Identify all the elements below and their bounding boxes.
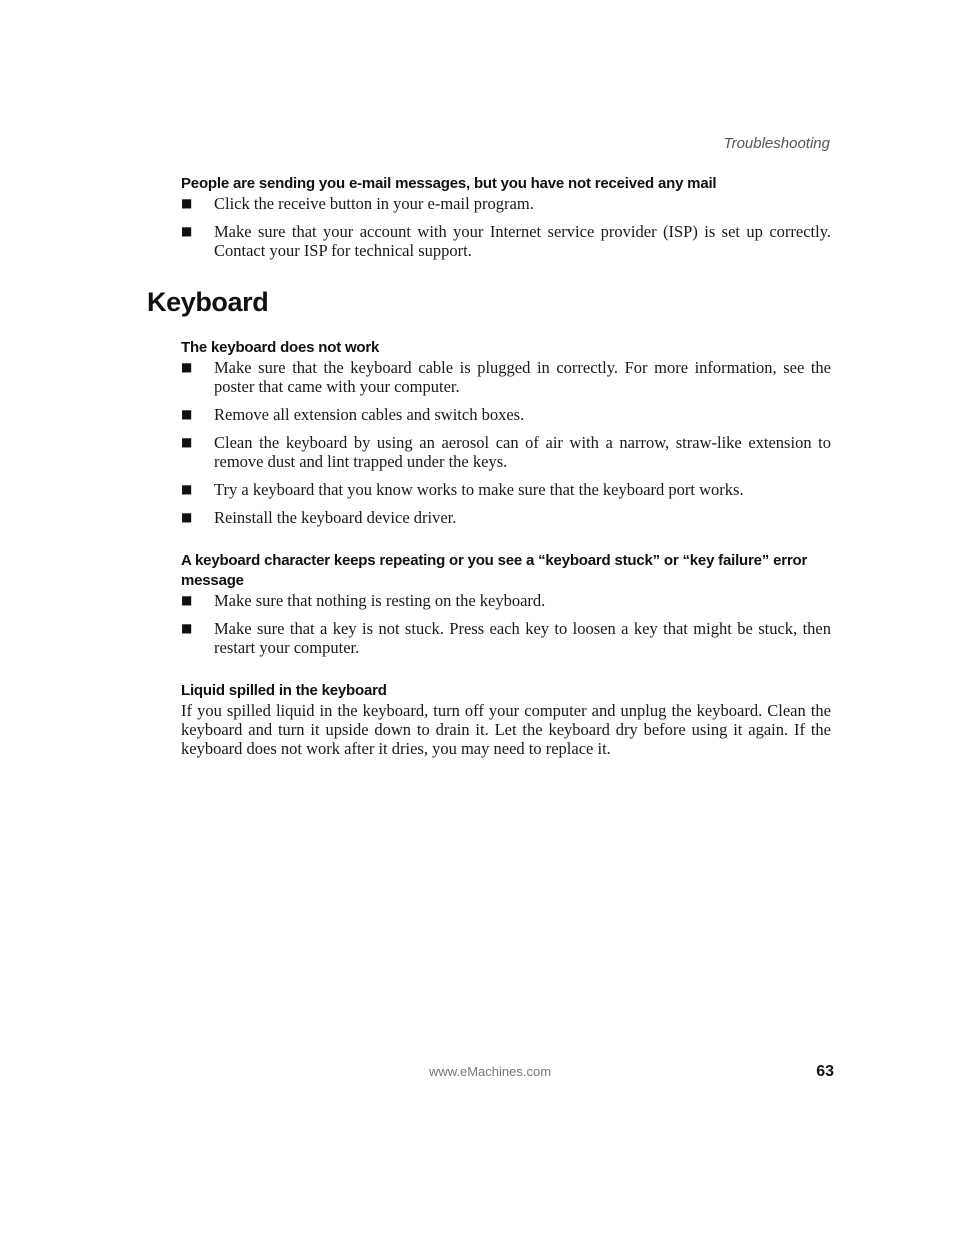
square-bullet-icon: ■ [181,510,193,524]
list-item [181,433,831,471]
keyboard-not-work-bullet-list [181,358,831,527]
list-item-text: Reinstall the keyboard device driver. [214,508,457,527]
square-bullet-icon: ■ [181,621,193,635]
running-head: Troubleshooting [723,135,830,152]
square-bullet-icon: ■ [181,360,193,374]
list-item-text: Make sure that the keyboard cable is plugged in correctly. For more information, see the poster that came with your computer. [214,358,831,396]
list-item [181,480,831,499]
keyboard-repeating-subhead: A keyboard character keeps repeating or you see a “keyboard stuck” or “key failure” error message [181,552,808,589]
keyboard-not-work-subhead: The keyboard does not work [181,339,380,356]
list-item [181,508,831,527]
footer-url: www.eMachines.com [428,1064,552,1079]
keyboard-repeating-bullet-list [181,591,831,657]
square-bullet-icon: ■ [181,593,193,607]
list-item [181,358,831,396]
keyboard-liquid-subhead: Liquid spilled in the keyboard [181,682,387,699]
keyboard-liquid-paragraph: If you spilled liquid in the keyboard, turn off your computer and unplug the keyboard. Clean the keyboard and turn it upside down to drain it. Let the keyboard dry before using it again. If the keyboard does not work after it dries, you may need to replace it. [181,701,831,758]
section-heading-keyboard: Keyboard [147,287,269,317]
list-item-text: Make sure that your account with your Internet service provider (ISP) is set up correctly. Contact your ISP for technical support. [214,222,831,260]
list-item [181,591,831,610]
page-number: 63 [816,1063,834,1080]
list-item [181,619,831,657]
list-item-text: Click the receive button in your e-mail program. [214,194,534,213]
list-item-text: Try a keyboard that you know works to make sure that the keyboard port works. [214,480,744,499]
list-item-text: Make sure that a key is not stuck. Press each key to loosen a key that might be stuck, then restart your computer. [214,619,831,657]
square-bullet-icon: ■ [181,196,193,210]
square-bullet-icon: ■ [181,407,193,421]
list-item-text: Clean the keyboard by using an aerosol can of air with a narrow, straw-like extension to remove dust and lint trapped under the keys. [214,433,831,471]
email-subhead: People are sending you e-mail messages, but you have not received any mail [181,175,717,192]
list-item [181,222,831,260]
email-bullet-list [181,194,831,260]
square-bullet-icon: ■ [181,224,193,238]
square-bullet-icon: ■ [181,482,193,496]
square-bullet-icon: ■ [181,435,193,449]
list-item [181,194,831,213]
list-item-text: Remove all extension cables and switch boxes. [214,405,525,424]
list-item-text: Make sure that nothing is resting on the keyboard. [214,591,546,610]
page-content [147,174,831,758]
list-item [181,405,831,424]
